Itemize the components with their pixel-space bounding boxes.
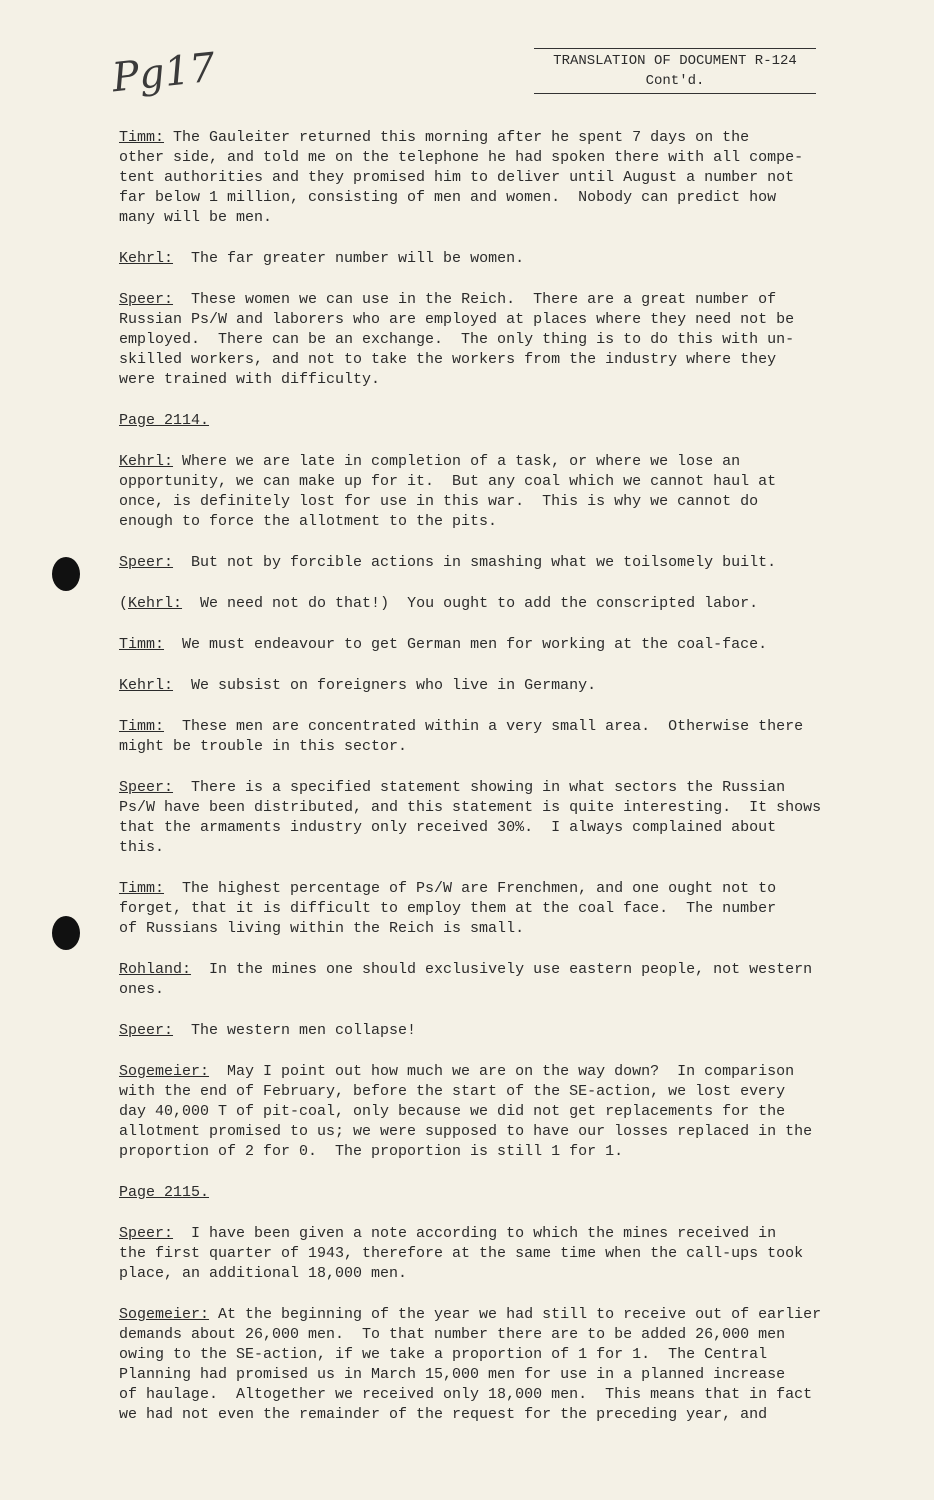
speaker-name: Timm: (119, 880, 165, 897)
dialogue-paragraph (119, 960, 879, 1000)
header-title: TRANSLATION OF DOCUMENT R-124 (534, 48, 816, 71)
speech-text: May I point out how much we are on the way down? In comparison with the end of February, before the start of the SE-action, we lost every day 40,000 T of pit-coal, only because we did not get replacements for the allotment promised to us; we were supposed to have our losses replaced in the proportion of 2 for 0. The proportion is still 1 for 1. (119, 1063, 813, 1160)
dialogue-paragraph (119, 1305, 879, 1425)
page-reference (119, 411, 879, 431)
speech-text: These women we can use in the Reich. There are a great number of Russian Ps/W and laborers who are employed at places where they need not be employed. There can be an exchange. The only thing is to do this with un- skilled workers, and not to take the workers from the industry where they were trained with difficulty. (119, 291, 795, 388)
dialogue-paragraph (119, 1021, 879, 1041)
dialogue-paragraph (119, 452, 879, 532)
speaker-name: Kehrl: (128, 595, 183, 612)
dialogue-paragraph (119, 249, 879, 269)
page-reference-label: Page 2115. (119, 1184, 210, 1201)
speaker-name: Timm: (119, 636, 165, 653)
dialogue-paragraph (119, 635, 879, 655)
speaker-name: Speer: (119, 291, 174, 308)
speaker-name: Timm: (119, 129, 165, 146)
dialogue-paragraph (119, 290, 879, 390)
dialogue-paragraph (119, 553, 879, 573)
speech-text: We subsist on foreigners who live in Germany. (173, 677, 597, 694)
speaker-name: Speer: (119, 1225, 174, 1242)
header-subtitle: Cont'd. (534, 71, 816, 94)
speech-text: The highest percentage of Ps/W are Frenchmen, and one ought not to forget, that it is difficult to employ them at the coal face. The number of Russians living within the Reich is small. (119, 880, 777, 937)
speaker-name: Speer: (119, 779, 174, 796)
speaker-name: Rohland: (119, 961, 192, 978)
speech-text: Where we are late in completion of a task, or where we lose an opportunity, we can make up for it. But any coal which we cannot haul at once, is definitely lost for use in this war. This is why we cannot do enough to force the allotment to the pits. (119, 453, 777, 530)
speaker-name: Speer: (119, 554, 174, 571)
speech-text: At the beginning of the year we had still to receive out of earlier demands about 26,000 men. To that number there are to be added 26,000 men owing to the SE-action, if we take a proportion of 1 for 1. The Central Planning had promised us in March 15,000 men for use in a planned increase of haulage. Altogether we received only 18,000 men. This means that in fact we had not even the remainder of the request for the preceding year, and (119, 1306, 822, 1423)
dialogue-paragraph (119, 1062, 879, 1162)
handwritten-page-note: Pg17 (109, 44, 218, 102)
page-reference-label: Page 2114. (119, 412, 210, 429)
speaker-name: Timm: (119, 718, 165, 735)
punch-hole (52, 916, 80, 950)
dialogue-paragraph (119, 594, 879, 614)
speech-text: But not by forcible actions in smashing what we toilsomely built. (173, 554, 777, 571)
dialogue-paragraph (119, 128, 879, 228)
speech-text: We need not do that!) You ought to add the conscripted labor. (182, 595, 759, 612)
speech-text: These men are concentrated within a very small area. Otherwise there might be trouble in this sector. (119, 718, 804, 755)
dialogue-paragraph (119, 676, 879, 696)
speaker-name: Sogemeier: (119, 1306, 210, 1323)
dialogue-paragraph (119, 1224, 879, 1284)
speaker-name: Kehrl: (119, 250, 174, 267)
dialogue-paragraph (119, 717, 879, 757)
dialogue-paragraph (119, 778, 879, 858)
speaker-name: Speer: (119, 1022, 174, 1039)
speech-text: The Gauleiter returned this morning after he spent 7 days on the other side, and told me on the telephone he had spoken there with all compe- tent authorities and they promised him to deliver until August a number not far below 1 million, consisting of men and women. Nobody can predict how many will be men. (119, 129, 804, 226)
speaker-name: Kehrl: (119, 677, 174, 694)
speech-text: In the mines one should exclusively use eastern people, not western ones. (119, 961, 813, 998)
transcript-body (119, 128, 879, 1446)
speaker-name: Kehrl: (119, 453, 174, 470)
punch-hole (52, 557, 80, 591)
speech-text: There is a specified statement showing in what sectors the Russian Ps/W have been distributed, and this statement is quite interesting. It shows that the armaments industry only received 30%. I always complained about this. (119, 779, 822, 856)
speech-text: The western men collapse! (173, 1022, 417, 1039)
speaker-name: Sogemeier: (119, 1063, 210, 1080)
speech-text: The far greater number will be women. (173, 250, 525, 267)
page-reference (119, 1183, 879, 1203)
speech-text: We must endeavour to get German men for working at the coal-face. (164, 636, 768, 653)
document-header (534, 48, 816, 94)
dialogue-paragraph (119, 879, 879, 939)
paragraph-prefix: ( (119, 595, 129, 612)
speech-text: I have been given a note according to which the mines received in the first quarter of 1943, therefore at the same time when the call-ups took place, an additional 18,000 men. (119, 1225, 804, 1282)
